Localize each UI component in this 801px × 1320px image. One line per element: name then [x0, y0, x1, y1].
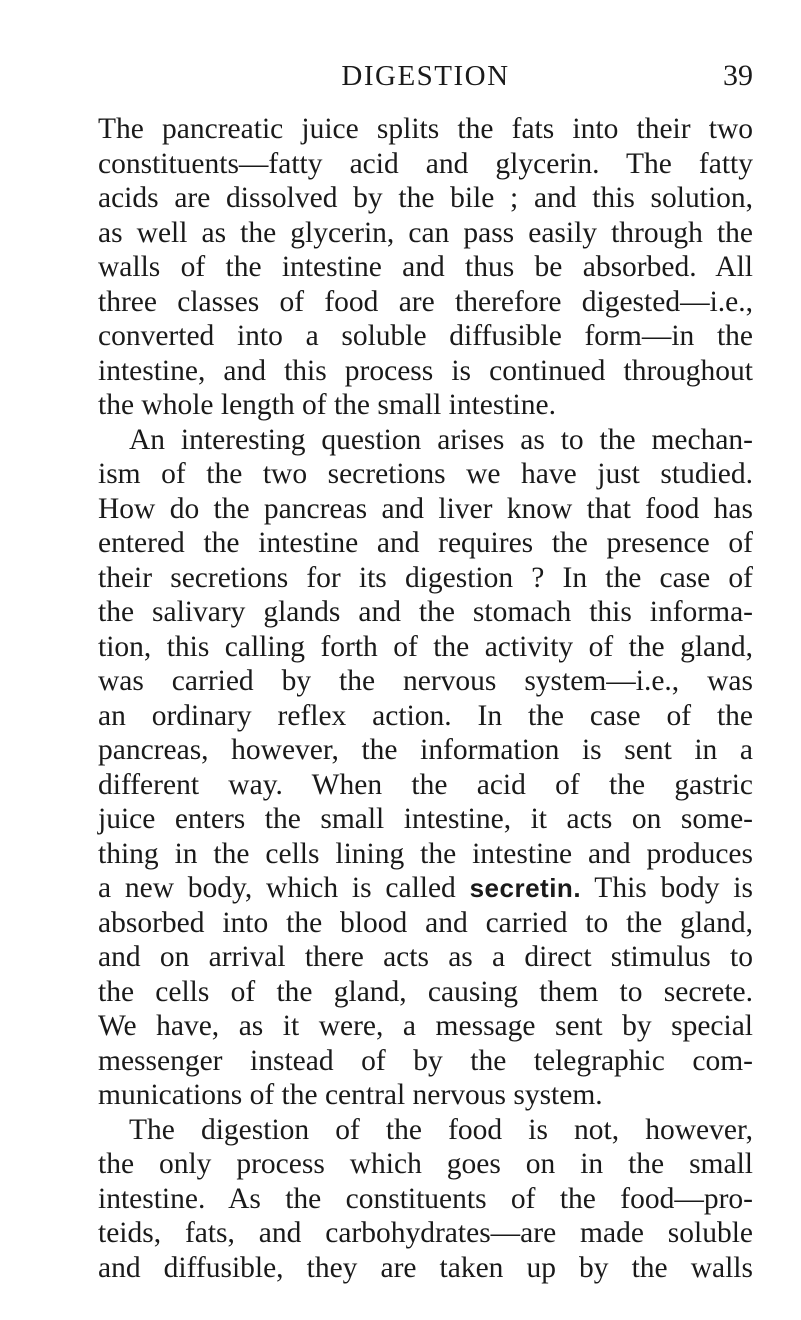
text-line: munications of the central nervous system.: [98, 1079, 603, 1111]
text-line: their secretions for its digestion ? In the case of: [98, 561, 753, 594]
text-line: the salivary glands and the stomach this informa-: [98, 596, 753, 628]
paragraph-secretion-mechanism: [98, 423, 753, 1113]
text-line: as well as the glycerin, can pass easily through the: [98, 216, 753, 249]
running-head: [98, 56, 753, 96]
secretin-line-before: a new body, which is called: [98, 872, 470, 904]
text-line: the whole length of the small intestine.: [98, 389, 556, 421]
text-line: converted into a soluble diffusible form—in the: [98, 320, 753, 352]
text-line: entered the intestine and requires the presence of: [98, 527, 753, 559]
secretin-line-after: This body is: [581, 872, 753, 904]
text-line: The pancreatic juice splits the fats into their two: [98, 113, 753, 145]
text-line: tion, this calling forth of the activity of the gland,: [98, 630, 753, 663]
text-line: the only process which goes on in the small: [98, 1148, 753, 1180]
text-line-secretin: [98, 871, 753, 906]
text-line: an ordinary reflex action. In the case of the: [98, 699, 753, 732]
text-line: juice enters the small intestine, it acts on some-: [98, 803, 753, 835]
text-line: An interesting question arises as to the mechan-: [129, 423, 753, 456]
text-line: different way. When the acid of the gastric: [98, 768, 753, 801]
text-line: pancreas, however, the information is sent in a: [98, 734, 753, 766]
text-line: teids, fats, and carbohydrates—are made soluble: [98, 1217, 753, 1249]
secretin-term: secretin.: [469, 873, 582, 903]
paragraph-fat-digestion: [98, 112, 753, 423]
body-text: [98, 112, 753, 1285]
running-title: DIGESTION: [341, 60, 510, 92]
text-line: three classes of food are therefore digested—i.e.,: [98, 285, 753, 318]
text-line: messenger instead of by the telegraphic com-: [98, 1044, 753, 1077]
text-line: was carried by the nervous system—i.e., was: [98, 665, 753, 697]
text-line: the cells of the gland, causing them to secrete.: [98, 975, 753, 1008]
text-line: ism of the two secretions we have just studied.: [98, 458, 753, 490]
text-line: absorbed into the blood and carried to the gland,: [98, 906, 753, 939]
text-line: walls of the intestine and thus be absorbed. All: [98, 251, 753, 283]
page-number: 39: [723, 59, 753, 92]
text-line: and on arrival there acts as a direct stimulus to: [98, 941, 753, 973]
paragraph-absorption: [98, 1113, 753, 1286]
text-line: constituents—fatty acid and glycerin. The fatty: [98, 147, 753, 180]
text-line: The digestion of the food is not, however,: [129, 1113, 753, 1146]
text-line: thing in the cells lining the intestine and produces: [98, 837, 753, 870]
text-line: and diffusible, they are taken up by the walls: [98, 1251, 753, 1284]
text-line: intestine, and this process is continued throughout: [98, 354, 753, 387]
text-line: We have, as it were, a message sent by special: [98, 1010, 753, 1042]
text-line: intestine. As the constituents of the food—pro-: [98, 1182, 753, 1215]
text-line: How do the pancreas and liver know that food has: [98, 492, 753, 525]
text-line: acids are dissolved by the bile ; and this solution,: [98, 182, 753, 214]
